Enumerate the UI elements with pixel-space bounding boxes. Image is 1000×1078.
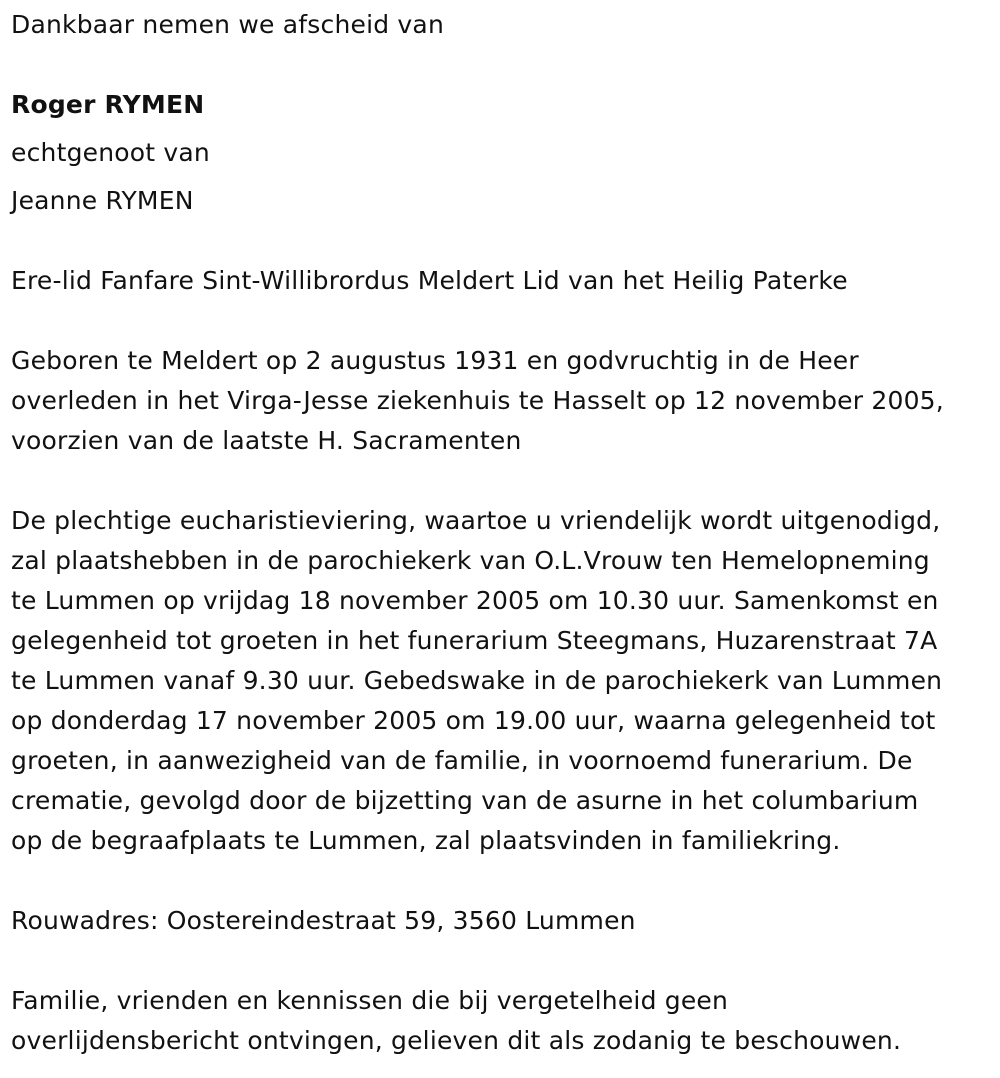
spouse-name: Jeanne RYMEN <box>11 186 194 215</box>
ceremony-line: gelegenheid tot groeten in het funerarium Steegmans, Huzarenstraat 7A <box>11 626 938 655</box>
ceremony-line: crematie, gevolgd door de bijzetting van de asurne in het columbarium <box>11 786 919 815</box>
birth-death-line: voorzien van de laatste H. Sacramenten <box>11 426 522 455</box>
deceased-name: Roger RYMEN <box>11 90 205 119</box>
birth-death-line: overleden in het Virga-Jesse ziekenhuis te Hasselt op 12 november 2005, <box>11 386 944 415</box>
ceremony-line: te Lummen op vrijdag 18 november 2005 om 10.30 uur. Samenkomst en <box>11 586 939 615</box>
ceremony-line: te Lummen vanaf 9.30 uur. Gebedswake in de parochiekerk van Lummen <box>11 666 943 695</box>
intro-line: Dankbaar nemen we afscheid van <box>11 10 444 39</box>
closing-line: Familie, vrienden en kennissen die bij vergetelheid geen <box>11 986 729 1015</box>
address-line: Rouwadres: Oostereindestraat 59, 3560 Lummen <box>11 906 636 935</box>
ceremony-line: op de begraafplaats te Lummen, zal plaatsvinden in familiekring. <box>11 826 841 855</box>
birth-death-line: Geboren te Meldert op 2 augustus 1931 en godvruchtig in de Heer <box>11 346 859 375</box>
ceremony-line: op donderdag 17 november 2005 om 19.00 uur, waarna gelegenheid tot <box>11 706 936 735</box>
memberships-line: Ere-lid Fanfare Sint-Willibrordus Meldert Lid van het Heilig Paterke <box>11 266 848 295</box>
ceremony-line: De plechtige eucharistieviering, waartoe u vriendelijk wordt uitgenodigd, <box>11 506 941 535</box>
ceremony-line: zal plaatshebben in de parochiekerk van O.L.Vrouw ten Hemelopneming <box>11 546 930 575</box>
ceremony-line: groeten, in aanwezigheid van de familie, in voornoemd funerarium. De <box>11 746 913 775</box>
relation-line: echtgenoot van <box>11 138 210 167</box>
closing-line: overlijdensbericht ontvingen, gelieven dit als zodanig te beschouwen. <box>11 1026 902 1055</box>
